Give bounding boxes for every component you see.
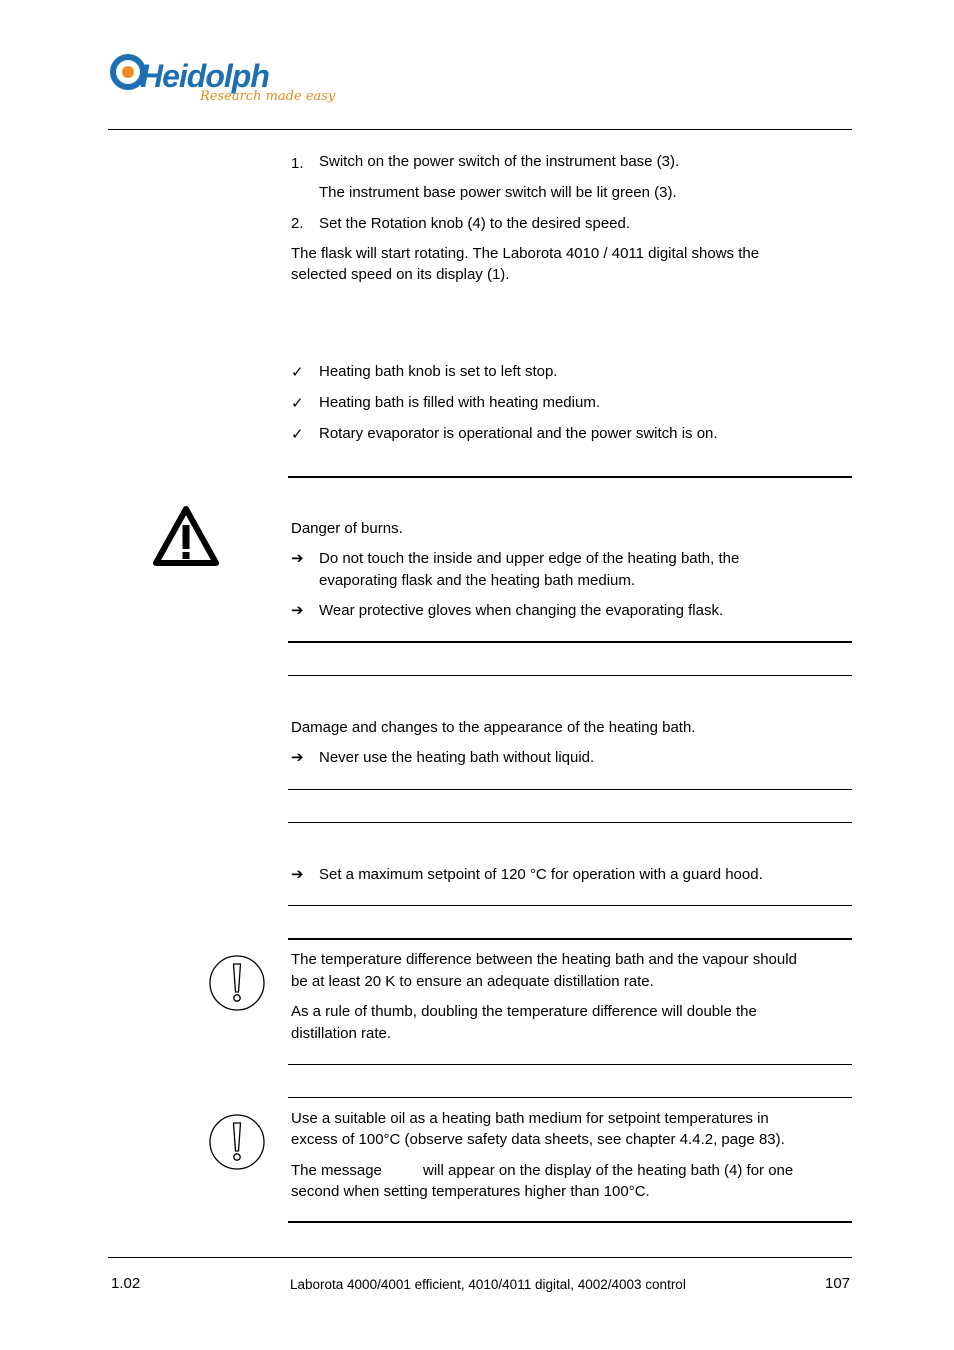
- notice-top-rule: [288, 675, 852, 676]
- note-text-line: The message: [291, 1162, 382, 1179]
- footer-page-number: 107: [825, 1275, 851, 1292]
- note-text-line: The temperature difference between the heating bath and the vapour should: [291, 951, 797, 968]
- step-text: Set the Rotation knob (4) to the desired speed.: [319, 215, 631, 232]
- step-number: 1.: [291, 155, 304, 172]
- note-text-line: Use a suitable oil as a heating bath medium for setpoint temperatures in: [291, 1110, 769, 1127]
- step-result-text: The instrument base power switch will be lit green (3).: [319, 184, 677, 201]
- warning-action-line2: evaporating flask and the heating bath medium.: [319, 572, 636, 589]
- note-text-line: second when setting temperatures higher than 100°C.: [291, 1183, 650, 1200]
- notice-action-text: Never use the heating bath without liquid.: [319, 749, 595, 766]
- note-text-line: As a rule of thumb, doubling the temperature difference will double the: [291, 1003, 757, 1020]
- note-bottom-rule: [288, 1221, 852, 1223]
- notice-hazard-text: Damage and changes to the appearance of the heating bath.: [291, 719, 696, 736]
- note-text-line: distillation rate.: [291, 1025, 392, 1042]
- note-text-line: excess of 100°C (observe safety data sheets, see chapter 4.4.2, page 83).: [291, 1131, 785, 1148]
- step-number: 2.: [291, 215, 304, 232]
- arrow-right-icon: ➔: [291, 602, 304, 619]
- footer-document-title: Laborota 4000/4001 efficient, 4010/4011 digital, 4002/4003 control: [290, 1277, 686, 1292]
- logo-tagline: Research made easy: [200, 89, 336, 104]
- result-text-line2: selected speed on its display (1).: [291, 266, 510, 283]
- checkmark-icon: ✓: [291, 364, 304, 381]
- arrow-right-icon: ➔: [291, 749, 304, 766]
- checkmark-icon: ✓: [291, 395, 304, 412]
- note-bottom-rule: [288, 1064, 852, 1065]
- footer-divider: [108, 1257, 852, 1258]
- prerequisite-item: Heating bath is filled with heating medium.: [319, 394, 600, 411]
- result-text-line1: The flask will start rotating. The Laborota 4010 / 4011 digital shows the: [291, 245, 760, 262]
- arrow-right-icon: ➔: [291, 550, 304, 567]
- warning-action-line1: Wear protective gloves when changing the evaporating flask.: [319, 602, 724, 619]
- header-divider: [108, 129, 852, 130]
- note-top-rule: [288, 1097, 852, 1098]
- warning-triangle-icon: [152, 505, 220, 567]
- exclamation-circle-icon: [208, 1113, 266, 1171]
- notice-bottom-rule: [288, 905, 852, 906]
- notice-top-rule: [288, 822, 852, 823]
- warning-top-rule: [288, 476, 852, 478]
- prerequisite-item: Rotary evaporator is operational and the power switch is on.: [319, 425, 718, 442]
- warning-bottom-rule: [288, 641, 852, 643]
- notice-action-text: Set a maximum setpoint of 120 °C for operation with a guard hood.: [319, 866, 763, 883]
- warning-hazard-text: Danger of burns.: [291, 520, 403, 537]
- notice-bottom-rule: [288, 789, 852, 790]
- arrow-right-icon: ➔: [291, 866, 304, 883]
- footer-version: 1.02: [111, 1275, 141, 1292]
- prerequisite-item: Heating bath knob is set to left stop.: [319, 363, 558, 380]
- logo-brand: Heidolph: [140, 58, 269, 94]
- warning-action-line1: Do not touch the inside and upper edge of the heating bath, the: [319, 550, 740, 567]
- note-text-line: be at least 20 K to ensure an adequate distillation rate.: [291, 973, 654, 990]
- note-top-rule: [288, 938, 852, 940]
- exclamation-circle-icon: [208, 954, 266, 1012]
- note-text-line: will appear on the display of the heating bath (4) for one: [423, 1162, 794, 1179]
- step-text: Switch on the power switch of the instrument base (3).: [319, 153, 680, 170]
- checkmark-icon: ✓: [291, 426, 304, 443]
